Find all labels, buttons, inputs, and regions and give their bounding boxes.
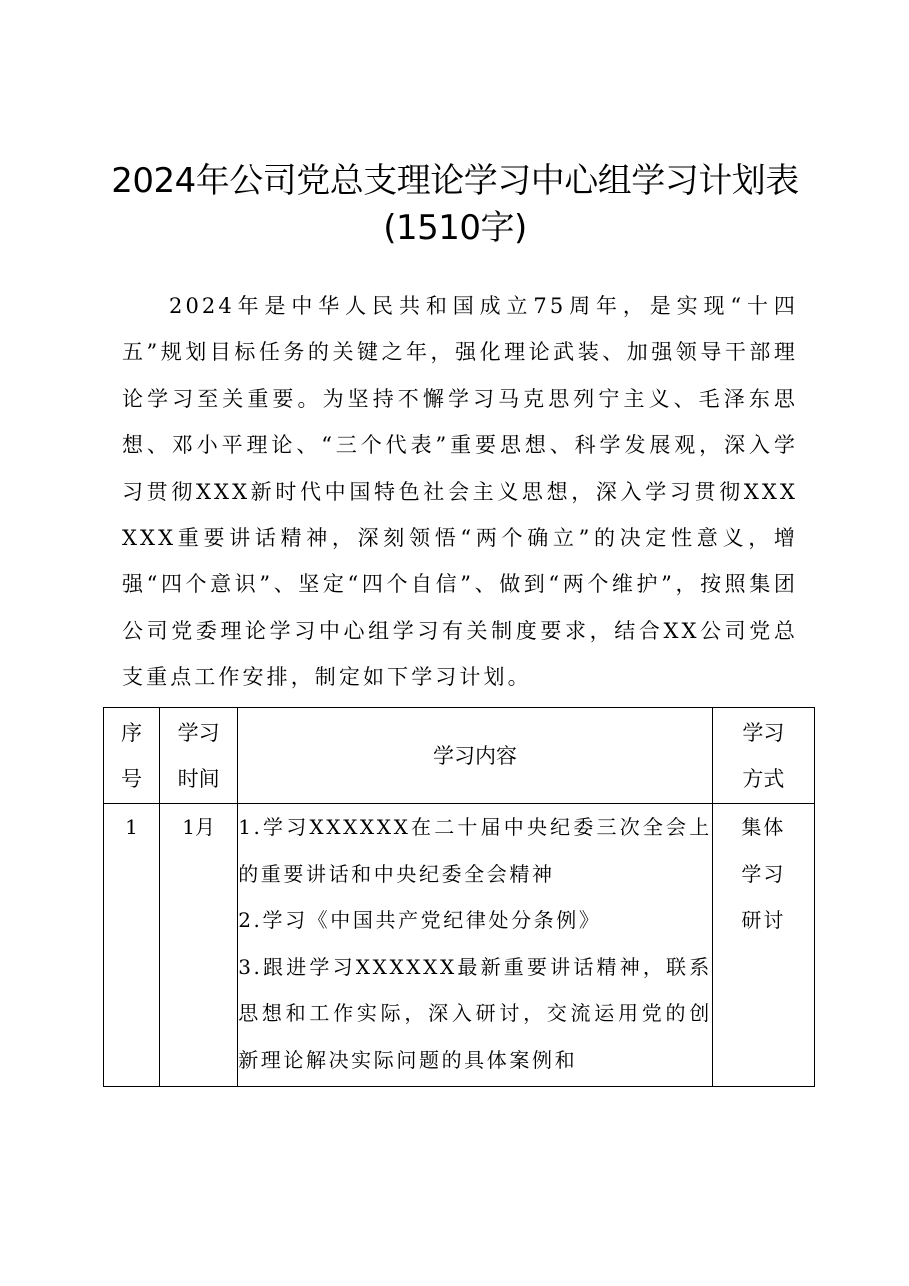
study-plan-table [103,707,815,1087]
header-mode [712,708,814,804]
header-seq [104,708,160,804]
row-mode-cell [712,804,814,1087]
table-bottom-gap [159,1088,239,1092]
table-header-row [104,708,815,804]
header-seq-label: 序号 [121,720,143,791]
row-content-cell [238,804,713,1087]
header-content [238,708,713,804]
intro-paragraph: 2024年是中华人民共和国成立75周年，是实现“十四五”规划目标任务的关键之年，强化理论武装、加强领导干部理论学习至关重要。为坚持不懈学习马克思列宁主义、毛泽东思想、邓小平理论、“三个代表”重要思想、科学发展观，深入学习贯彻XXX新时代中国特色社会主义思想，深入学习贯彻XXXXXX重要讲话精神，深刻领悟“两个确立”的决定性意义，增强“四个意识”、坚定“四个自信”、做到“两个维护”，按照集团公司党委理论学习中心组学习有关制度要求，结合XX公司党总支重点工作安排，制定如下学习计划。 [122,294,798,690]
row-time: 1月 [182,815,215,839]
header-time-label: 学习时间 [177,720,220,791]
header-content-label: 学习内容 [433,743,518,768]
row-time-cell [160,804,238,1087]
header-time [160,708,238,804]
row-seq: 1 [125,815,138,839]
content-item: 3.跟进学习XXXXXX最新重要讲话精神，联系思想和工作实际，深入研讨，交流运用党的创新理论解决实际问题的具体案例和 [238,954,712,1072]
document-title: 2024年公司党总支理论学习中心组学习计划表(1510字) [111,161,799,248]
header-mode-label: 学习方式 [742,720,785,791]
content-item: 1.学习XXXXXX在二十届中央纪委三次全会上的重要讲话和中央纪委全会精神 [238,815,712,886]
content-item: 2.学习《中国共产党纪律处分条例》 [238,908,602,932]
row-mode: 集体学习研讨 [741,815,786,932]
table-row [104,804,815,1087]
row-seq-cell [104,804,160,1087]
